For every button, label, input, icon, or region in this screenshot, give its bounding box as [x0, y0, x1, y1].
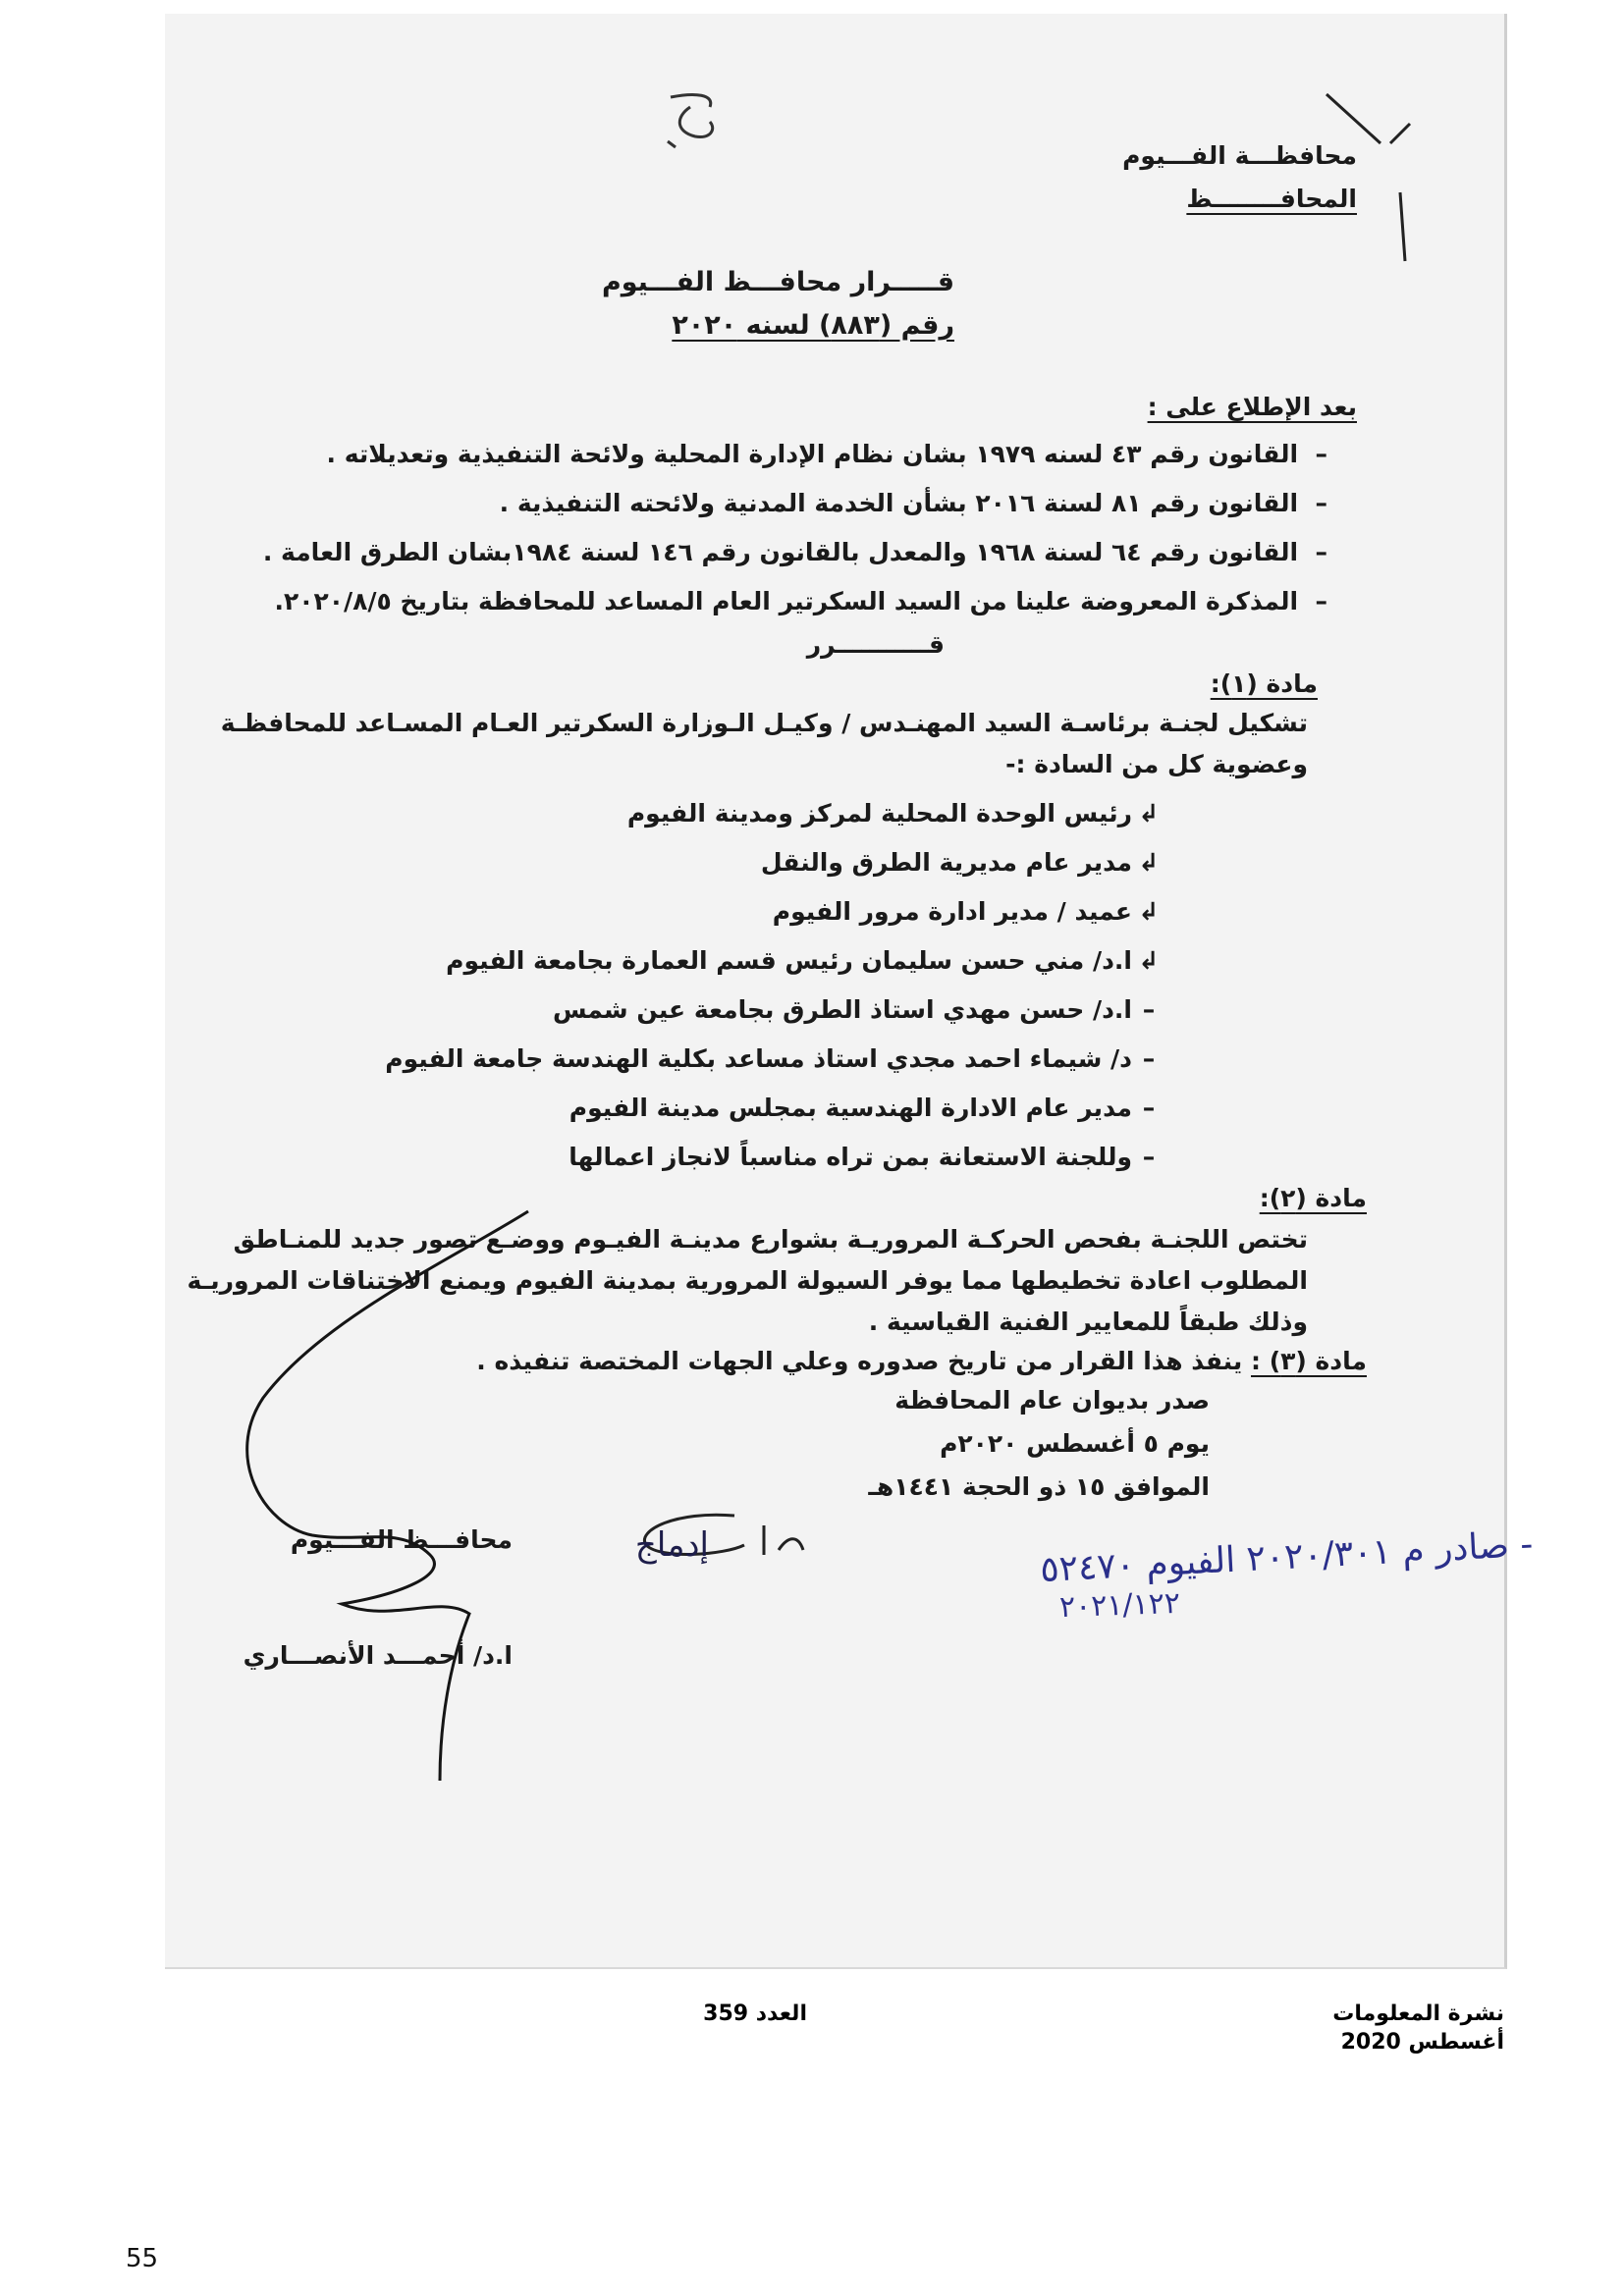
- decree-number: رقم (٨٨٣) لسنه ٢٠٢٠: [672, 310, 954, 341]
- issued-date: يوم ٥ أغسطس ٢٠٢٠م: [940, 1429, 1210, 1458]
- article-1-label: مادة (١):: [1210, 669, 1318, 698]
- signature-scribble: [204, 1201, 577, 1810]
- scanned-decree-page: [165, 14, 1535, 1969]
- signatory-name: ا.د/ أحمـــد الأنصـــاري: [243, 1641, 513, 1670]
- article-2-text: تختص اللجنـة بفحص الحركـة المروريـة بشوارع مدينـة الفيـوم ووضـع تصور جديد للمنـاطق: [233, 1225, 1308, 1254]
- committee-member: ↲مدير عام مديرية الطرق والنقل: [760, 848, 1160, 877]
- committee-member: –ا.د/ حسن مهدي استاذ الطرق بجامعة عين شمس: [552, 995, 1156, 1024]
- committee-member: ↲ا.د/ مني حسن سليمان رئيس قسم العمارة بجامعة الفيوم: [446, 946, 1160, 975]
- decree-title: قـــــرار محافـــظ الفـــيوم: [601, 267, 954, 297]
- article-2-text: المطلوب اعادة تخطيطها مما يوفر السيولة المرورية بمدينة الفيوم ويمنع الاختناقات المروريـة: [187, 1266, 1308, 1295]
- footer-issue: العدد 359: [703, 2002, 807, 2026]
- preamble-item: – القانون رقم ٦٤ لسنة ١٩٦٨ والمعدل بالقانون رقم ١٤٦ لسنة ١٩٨٤بشان الطرق العامة .: [262, 538, 1327, 566]
- header-governorate: محافظـــة الفـــيوم: [1122, 141, 1357, 170]
- header-office: المحافــــــــظ: [1186, 185, 1357, 213]
- handwritten-note: إدماج: [634, 1525, 709, 1565]
- preamble-item: – القانون رقم ٨١ لسنة ٢٠١٦ بشأن الخدمة المدنية ولائحته التنفيذية .: [499, 489, 1327, 517]
- preamble-heading: بعد الإطلاع على :: [1147, 393, 1357, 421]
- issued-hijri-date: الموافق ١٥ ذو الحجة ١٤٤١هـ: [868, 1472, 1210, 1501]
- footer-bulletin: نشرة المعلومات: [1332, 2002, 1504, 2026]
- committee-member: ↲عميد / مدير ادارة مرور الفيوم: [772, 897, 1160, 926]
- preamble-item: – المذكرة المعروضة علينا من السيد السكرتير العام المساعد للمحافظة بتاريخ ٢٠٢٠/٨/٥.: [274, 587, 1327, 615]
- corner-pen-strokes: [1322, 84, 1420, 281]
- committee-member: ↲رئيس الوحدة المحلية لمركز ومدينة الفيوم: [626, 799, 1160, 828]
- committee-member: –مدير عام الادارة الهندسية بمجلس مدينة الفيوم: [568, 1094, 1156, 1122]
- preamble-item: – القانون رقم ٤٣ لسنه ١٩٧٩ بشان نظام الإدارة المحلية ولائحة التنفيذية وتعديلاته .: [326, 440, 1327, 468]
- committee-member: –د/ شيماء احمد مجدي استاذ مساعد بكلية الهندسة جامعة الفيوم: [385, 1044, 1156, 1073]
- decision-word: قـــــــــــرر: [806, 630, 945, 659]
- page-number: 55: [126, 2244, 159, 2273]
- article-2-label: مادة (٢):: [1259, 1184, 1367, 1212]
- article-1-text: تشكيل لجنـة برئاسـة السيد المهنـدس / وكيـل الـوزارة السكرتير العـام المسـاعد للمحافظـة: [220, 709, 1308, 737]
- handwritten-registration-date: ٢٠٢١/١٢٢: [1058, 1585, 1181, 1626]
- handwritten-initial-mark: [656, 82, 734, 161]
- article-2-text: وذلك طبقاً للمعايير الفنية القياسية .: [868, 1308, 1308, 1336]
- signature-title: محافـــظ الفـــيوم: [290, 1525, 513, 1554]
- article-1-text: وعضوية كل من السادة :-: [1005, 750, 1308, 778]
- article-3: مادة (٣) : ينفذ هذا القرار من تاريخ صدوره وعلي الجهات المختصة تنفيذه .: [476, 1347, 1367, 1375]
- footer-date: أغسطس 2020: [1340, 2030, 1504, 2055]
- issued-place: صدر بديوان عام المحافظة: [894, 1386, 1210, 1415]
- committee-member: –وللجنة الاستعانة بمن تراه مناسباً لانجاز اعمالها: [568, 1143, 1156, 1171]
- handwritten-registration: - صادر م ٢٠٢٠/٣٠١ الفيوم ٥٢٤٧٠: [1039, 1523, 1535, 1591]
